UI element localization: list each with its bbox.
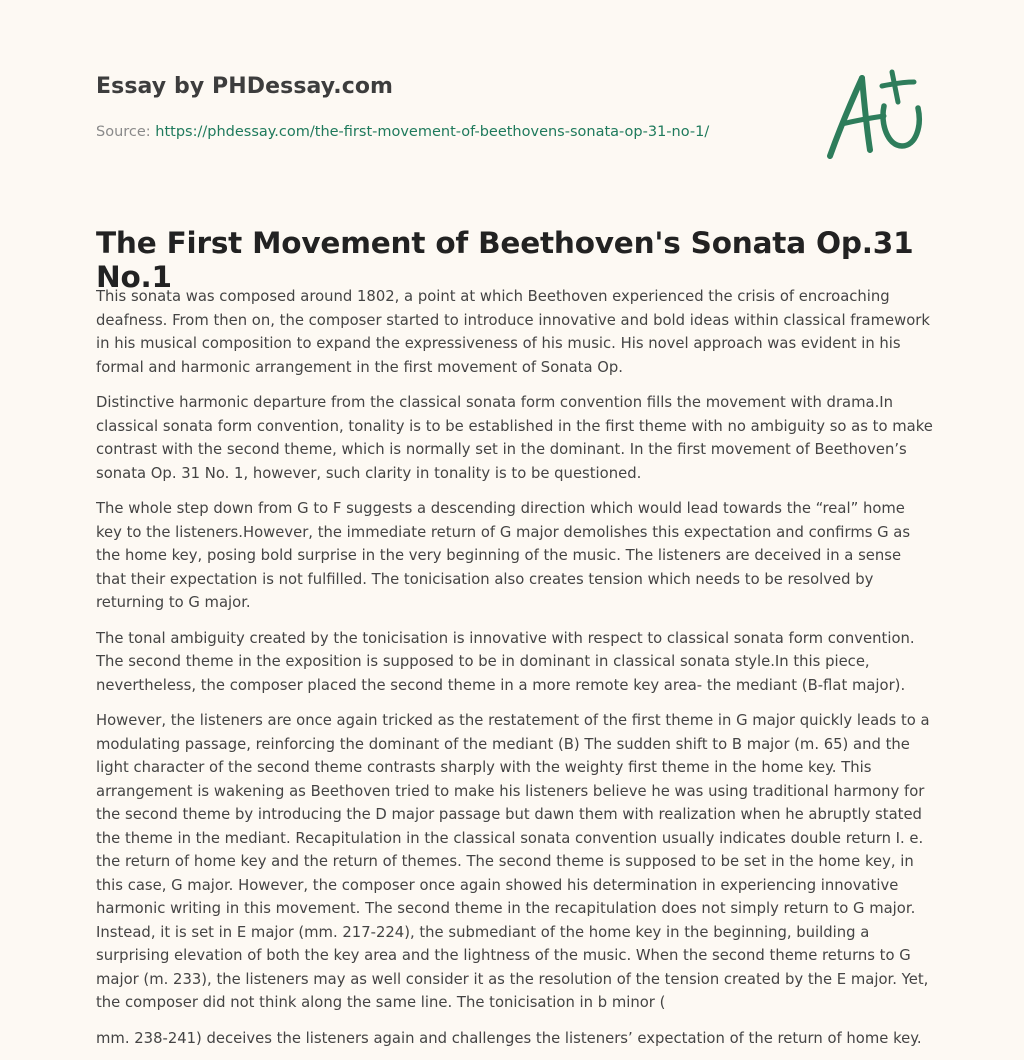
essay-paragraph: However, the listeners are once again tricked as the restatement of the first theme in G major quickly leads to a modulating passage, reinforcing the dominant of the mediant (B) The sudden shift to B major (m. 65) and the light character of the second theme contrasts sharply with the weighty first theme in the home key. This arrangement is wakening as Beethoven tried to make his listeners believe he was using traditional harmony for the second theme by introducing the D major passage but dawn them with realization when he abruptly stated the theme in the mediant. Recapitulation in the classical sonata convention usually indicates double return I. e. the return of home key and the return of themes. The second theme is supposed to be set in the home key, in this case, G major. However, the composer once again showed his determination in experiencing innovative harmonic writing in this movement. The second theme in the recapitulation does not simply return to G major. Instead, it is set in E major (mm. 217-224), the submediant of the home key in the beginning, building a surprising elevation of both the key area and the lightness of the music. When the second theme returns to G major (m. 233), the listeners may as well consider it as the resolution of the tension created by the E major. Yet, the composer did not think along the same line. The tonicisation in b minor ( [96,712,930,1011]
essay-title: The First Movement of Beethoven's Sonata Op.31 No.1 [96,226,914,294]
site-brand: Essay by PHDessay.com [96,74,394,99]
essay-paragraph: The whole step down from G to F suggests a descending direction which would lead towards the “real” home key to the listeners.However, the immediate return of G major demolishes this expectation and confirms G as the home key, posing bold surprise in the very beginning of the music. The listeners are deceived in a sense that their expectation is not fulfilled. The tonicisation also creates tension which needs to be resolved by returning to G major. [96,500,911,611]
essay-paragraph: The tonal ambiguity created by the tonicisation is innovative with respect to classical sonata form convention. The second theme in the exposition is supposed to be in dominant in classical sonata style.In this piece, nevertheless, the composer placed the second theme in a more remote key area- the mediant (B-flat major). [96,629,915,694]
source-label: Source: [96,124,156,140]
essay-paragraph: Distinctive harmonic departure from the classical sonata form convention fills the movement with drama.In classical sonata form convention, tonality is to be established in the first theme with no ambiguity so as to make contrast with the second theme, which is normally set in the dominant. In the first movement of Beethoven’s sonata Op. 31 No. 1, however, such clarity in tonality is to be questioned. [96,394,933,482]
essay-paragraph: mm. 238-241) deceives the listeners again and challenges the listeners’ expectation of the return of home key. [96,1029,922,1047]
essay-body [96,285,934,1055]
a-plus-grade-icon [818,66,930,166]
essay-paragraph: This sonata was composed around 1802, a point at which Beethoven experienced the crisis of encroaching deafness. From then on, the composer started to introduce innovative and bold ideas within classical framework in his musical composition to expand the expressiveness of his music. His novel approach was evident in his formal and harmonic arrangement in the first movement of Sonata Op. [96,288,930,376]
site-header [96,74,796,99]
source-line [96,124,709,140]
source-link[interactable]: https://phdessay.com/the-first-movement-of-beethovens-sonata-op-31-no-1/ [155,124,710,140]
